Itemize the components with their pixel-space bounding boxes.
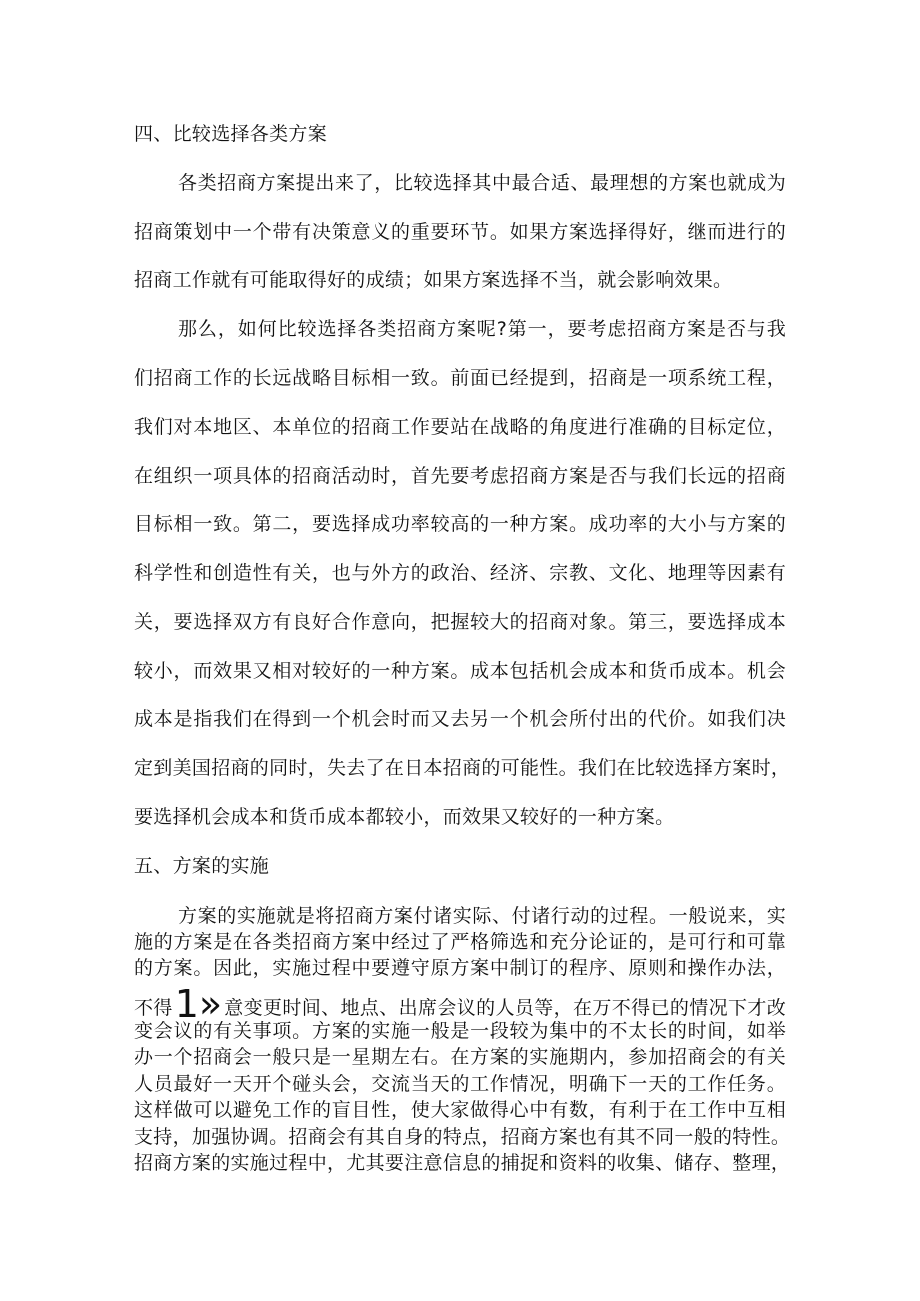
ocr-glyph: 1» <box>174 982 223 1026</box>
paragraph-line: 成本是指我们在得到一个机会时而又去另一个机会所付出的代价。如我们决 <box>134 708 786 730</box>
section-5-heading: 五、方案的实施 <box>134 855 270 877</box>
paragraph-line: 要选择机会成本和货币成本都较小，而效果又较好的一种方案。 <box>134 806 675 828</box>
paragraph-line: 人员最好一天开个碰头会，交流当天的工作情况，明确下一天的工作任务。 <box>134 1073 786 1095</box>
section-4-heading: 四、比较选择各类方案 <box>134 123 328 145</box>
paragraph-line: 在组织一项具体的招商活动时，首先要考虑招商方案是否与我们长远的招商 <box>134 465 786 487</box>
line-prefix: 不得 <box>134 997 173 1019</box>
paragraph-line: 各类招商方案提出来了，比较选择其中最合适、最理想的方案也就成为 <box>178 172 786 194</box>
paragraph-line: 们招商工作的长远战略目标相一致。前面已经提到，招商是一项系统工程， <box>134 367 786 389</box>
paragraph-line: 科学性和创造性有关，也与外方的政治、经济、宗教、文化、地理等因素有 <box>134 562 786 584</box>
paragraph-line: 施的方案是在各类招商方案中经过了严格筛选和充分论证的，是可行和可靠 <box>134 931 786 953</box>
paragraph-line: 招商方案的实施过程中，尤其要注意信息的捕捉和资料的收集、储存、整理， <box>134 1152 791 1174</box>
paragraph-line: 方案的实施就是将招商方案付诸实际、付诸行动的过程。一般说来，实 <box>178 905 786 927</box>
paragraph-line: 支持，加强协调。招商会有其自身的特点，招商方案也有其不同一般的特性。 <box>134 1126 791 1148</box>
line-suffix: 意变更时间、地点、出席会议的人员等，在万不得已的情况下才改 <box>224 997 786 1019</box>
paragraph-line: 较小，而效果又相对较好的一种方案。成本包括机会成本和货币成本。机会 <box>134 660 786 682</box>
paragraph-line: 那么，如何比较选择各类招商方案呢?第一，要考虑招商方案是否与我 <box>178 318 786 340</box>
paragraph-line: 招商工作就有可能取得好的成绩；如果方案选择不当，就会影响效果。 <box>134 269 733 291</box>
paragraph-line: 招商策划中一个带有决策意义的重要环节。如果方案选择得好，继而进行的 <box>134 221 786 243</box>
paragraph-line: 我们对本地区、本单位的招商工作要站在战略的角度进行准确的目标定位， <box>134 416 786 438</box>
paragraph-line: 关，要选择双方有良好合作意向，把握较大的招商对象。第三，要选择成本 <box>134 611 786 633</box>
paragraph-line-with-glyph <box>134 982 786 1026</box>
paragraph-line: 办一个招商会一般只是一星期左右。在方案的实施期内，参加招商会的有关 <box>134 1046 786 1068</box>
paragraph-line: 这样做可以避免工作的盲目性，使大家做得心中有数，有利于在工作中互相 <box>134 1099 786 1121</box>
paragraph-line: 变会议的有关事项。方案的实施一般是一段较为集中的不太长的时间，如举 <box>134 1020 786 1042</box>
paragraph-line: 定到美国招商的同时，失去了在日本招商的可能性。我们在比较选择方案时， <box>134 757 791 779</box>
paragraph-line: 目标相一致。第二，要选择成功率较高的一种方案。成功率的大小与方案的 <box>134 513 786 535</box>
paragraph-line: 的方案。因此，实施过程中要遵守原方案中制订的程序、原则和操作办法， <box>134 957 786 979</box>
